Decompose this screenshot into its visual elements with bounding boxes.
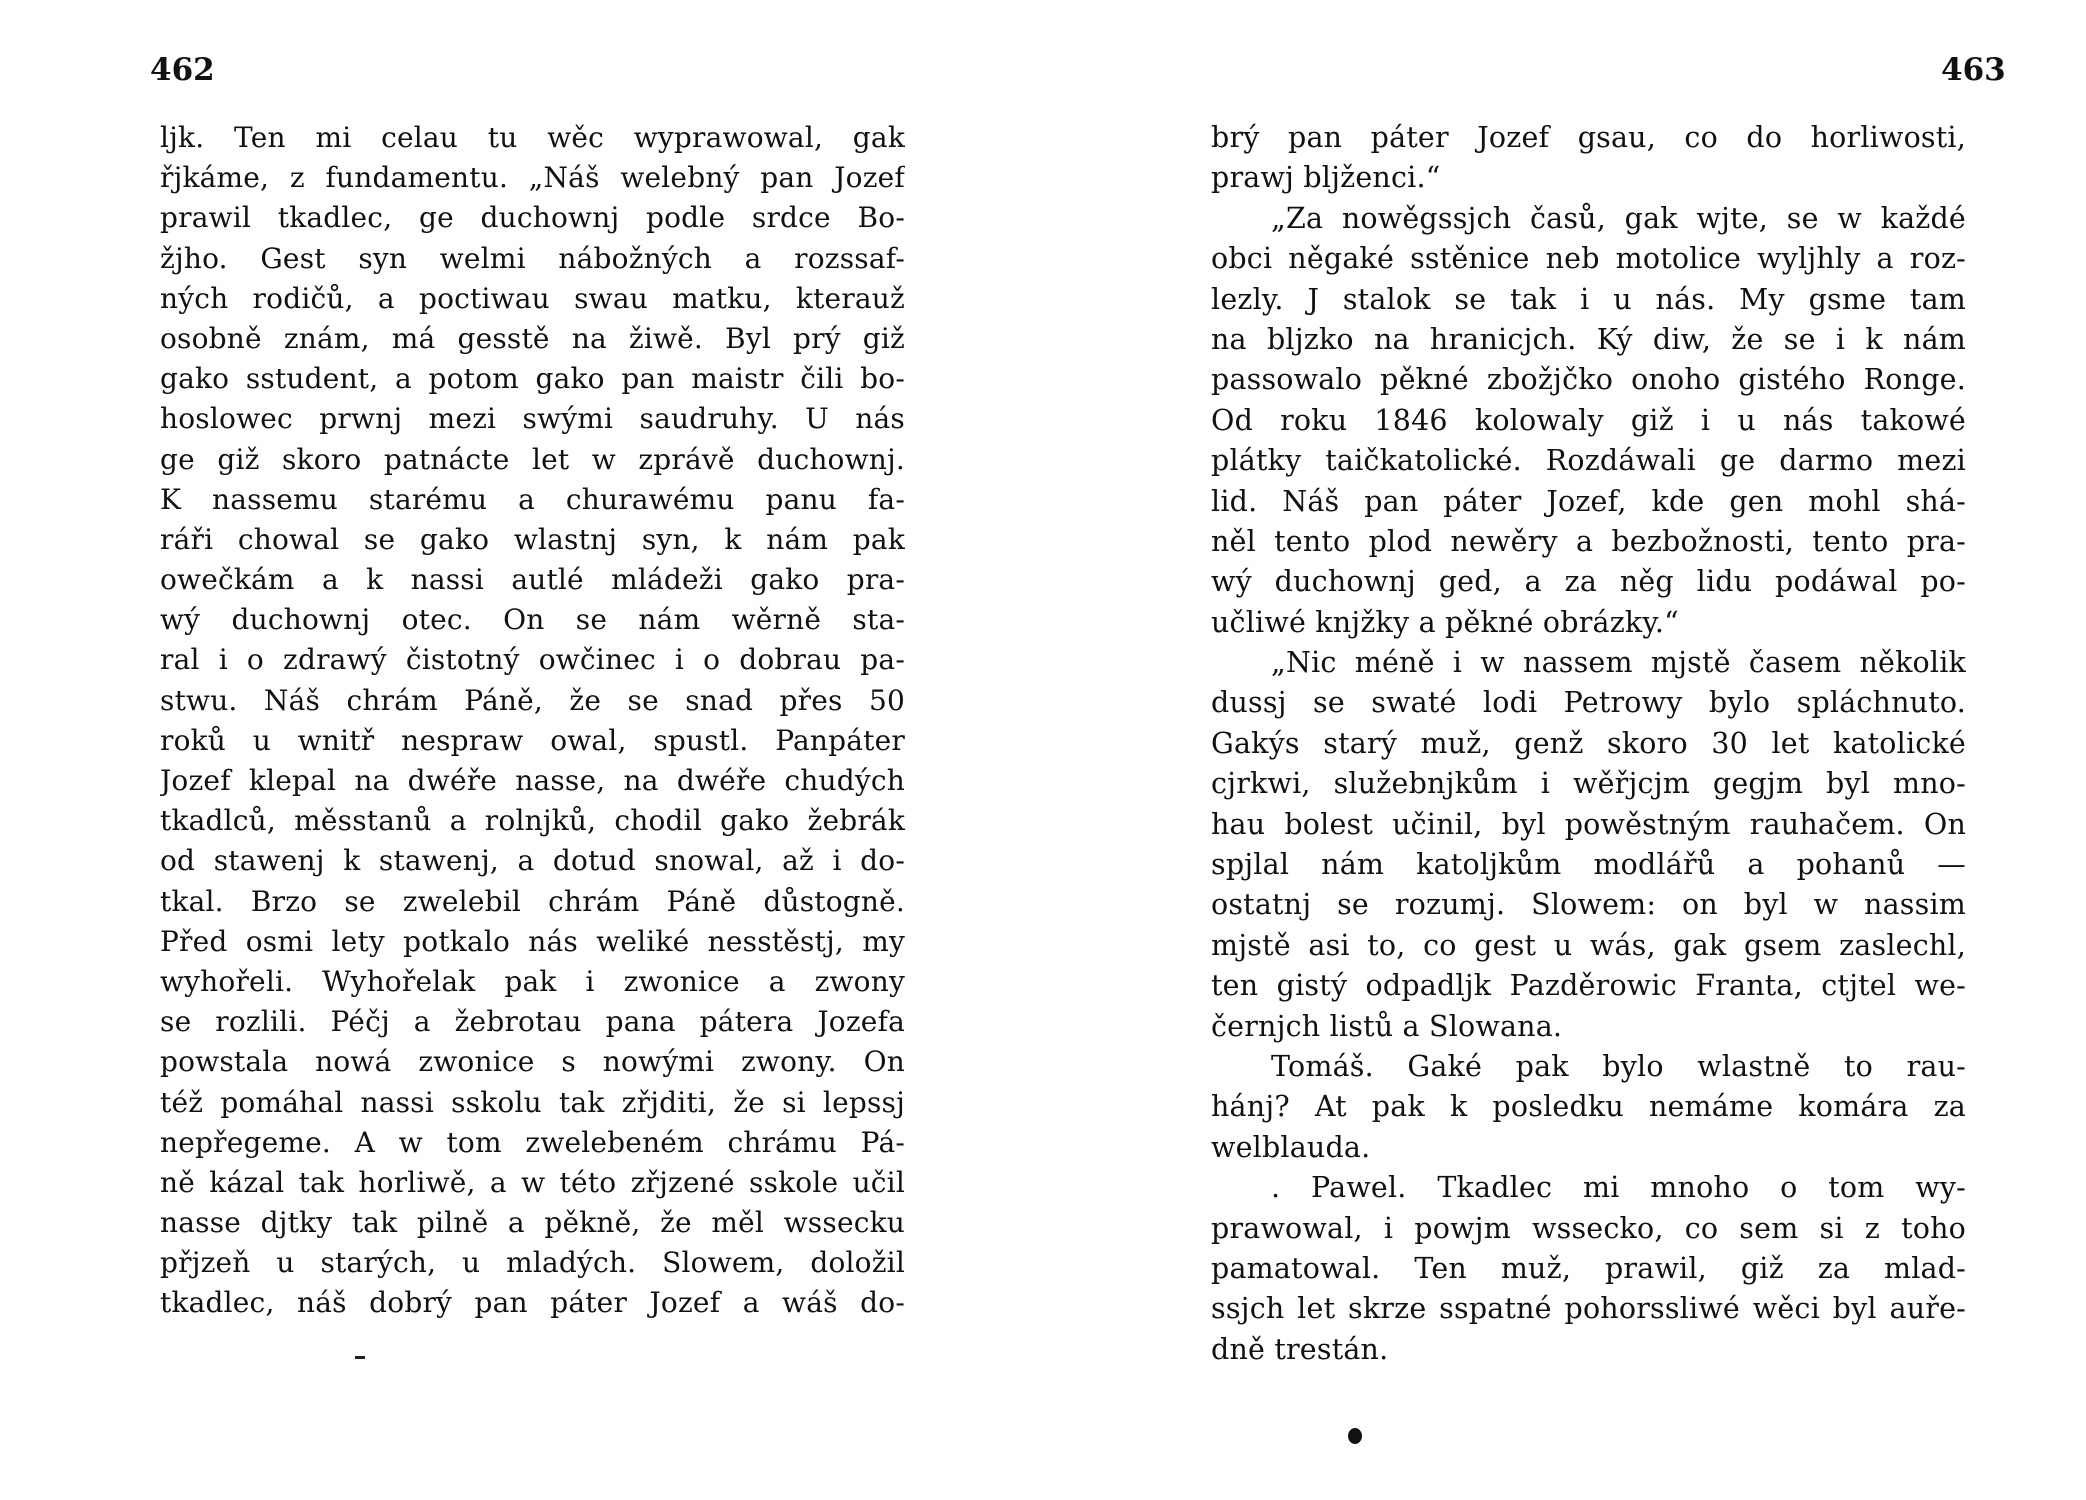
text-line: též pomáhal nassi sskolu tak zřjditi, že si lepssj bbox=[160, 1085, 905, 1119]
text-line: řjkáme, z fundamentu. „Náš welebný pan Jozef bbox=[160, 161, 905, 195]
text-line: žjho. Gest syn welmi nábožných a rozssaf- bbox=[160, 241, 905, 275]
text-line: wyhořeli. Wyhořelak pak i zwonice a zwony bbox=[160, 964, 905, 998]
text-line: učliwé knjžky a pěkné obrázky.“ bbox=[1211, 605, 1679, 639]
text-line: tkadlec, náš dobrý pan páter Jozef a wáš do- bbox=[160, 1286, 905, 1320]
text-line: Od roku 1846 kolowaly giž i u nás takowé bbox=[1211, 403, 1966, 437]
text-line: černjch listů a Slowana. bbox=[1211, 1009, 1563, 1043]
text-line: mjstě asi to, co gest u wás, gak gsem zaslechl, bbox=[1211, 928, 1966, 962]
text-line: prawowal, i powjm wssecko, co sem si z toho bbox=[1211, 1211, 1966, 1245]
text-line: Tomáš. Gaké pak bylo wlastně to rau- bbox=[1271, 1049, 1966, 1083]
text-line: obci něgaké sstěnice neb motolice wyljhly a roz- bbox=[1211, 242, 1966, 276]
text-line: ostatnj se rozumj. Slowem: on byl w nassim bbox=[1211, 888, 1966, 922]
text-line: prawj bljženci.“ bbox=[1211, 161, 1441, 195]
text-line: hoslowec prwnj mezi swými saudruhy. U nás bbox=[160, 402, 905, 436]
text-line: ge giž skoro patnácte let w zprávě duchownj. bbox=[160, 442, 905, 476]
left-page-text bbox=[160, 118, 905, 1324]
text-line: Před osmi lety potkalo nás weliké nesstěstj, my bbox=[160, 924, 905, 958]
text-line: welblauda. bbox=[1211, 1130, 1371, 1164]
text-line: wý duchownj ged, a za něg lidu podáwal po- bbox=[1211, 565, 1966, 599]
ink-mark bbox=[355, 1356, 365, 1359]
text-line: nepřegeme. A w tom zwelebeném chrámu Pá- bbox=[160, 1125, 905, 1159]
text-line: ráři chowal se gako wlastnj syn, k nám pak bbox=[160, 522, 905, 556]
text-line: brý pan páter Jozef gsau, co do horliwosti, bbox=[1211, 121, 1966, 154]
text-line: ně kázal tak horliwě, a w této zřjzené sskole učil bbox=[160, 1165, 905, 1199]
page-number-right: 463 bbox=[1941, 52, 2006, 88]
text-line: gako sstudent, a potom gako pan maistr čili bo- bbox=[160, 362, 905, 396]
text-line: lezly. J stalok se tak i u nás. My gsme tam bbox=[1211, 282, 1966, 316]
right-page-text bbox=[1211, 118, 1966, 1370]
text-line: lid. Náš pan páter Jozef, kde gen mohl shá- bbox=[1211, 484, 1966, 518]
text-line: powstala nowá zwonice s nowými zwony. On bbox=[160, 1045, 905, 1079]
text-line: přjzeň u starých, u mladých. Slowem, doložil bbox=[160, 1246, 905, 1280]
text-line: wý duchownj otec. On se nám wěrně sta- bbox=[160, 603, 905, 637]
text-line: ljk. Ten mi celau tu wěc wyprawowal, gak bbox=[160, 121, 905, 154]
text-line: dussj se swaté lodi Petrowy bylo spláchnuto. bbox=[1211, 686, 1966, 720]
page-number-left: 462 bbox=[150, 52, 215, 88]
text-line: se rozlili. Péčj a žebrotau pana pátera Jozefa bbox=[160, 1005, 905, 1039]
text-line: stwu. Náš chrám Páně, že se snad přes 50 bbox=[160, 683, 905, 717]
text-line: ných rodičů, a poctiwau swau matku, kterauž bbox=[160, 281, 905, 315]
text-line: pamatowal. Ten muž, prawil, giž za mlad- bbox=[1211, 1251, 1966, 1285]
text-line: „Za nowěgssjch časů, gak wjte, se w každé bbox=[1271, 201, 1966, 235]
text-line: ral i o zdrawý čistotný owčinec i o dobrau pa- bbox=[160, 643, 905, 677]
text-line: owečkám a k nassi autlé mládeži gako pra- bbox=[160, 563, 905, 597]
right-page bbox=[1043, 0, 2086, 1500]
text-line: spjlal nám katoljkům modlářů a pohanů — bbox=[1211, 848, 1966, 882]
text-line: . Pawel. Tkadlec mi mnoho o tom wy- bbox=[1271, 1171, 1966, 1205]
text-line: tkal. Brzo se zwelebil chrám Páně důstogně. bbox=[160, 884, 905, 918]
text-line: tkadlců, měsstanů a rolnjků, chodil gako žebrák bbox=[160, 804, 905, 838]
ink-dot bbox=[1348, 1428, 1362, 1444]
text-line: hau bolest učinil, byl powěstným rauhačem. On bbox=[1211, 807, 1966, 841]
text-line: ten gistý odpadljk Pazděrowic Franta, ctjtel we- bbox=[1211, 969, 1966, 1003]
text-line: dně trestán. bbox=[1211, 1332, 1389, 1366]
text-line: ssjch let skrze sspatné pohorssliwé wěci byl auře- bbox=[1211, 1292, 1966, 1326]
text-line: něl tento plod newěry a bezbožnosti, tento pra- bbox=[1211, 524, 1966, 558]
text-line: Gakýs starý muž, genž skoro 30 let katolické bbox=[1211, 726, 1966, 760]
text-line: hánj? At pak k posledku nemáme komára za bbox=[1211, 1090, 1966, 1124]
text-line: od stawenj k stawenj, a dotud snowal, až i do- bbox=[160, 844, 905, 878]
text-line: cjrkwi, služebnjkům i wěřjcjm gegjm byl mno- bbox=[1211, 767, 1966, 801]
text-line: prawil tkadlec, ge duchownj podle srdce Bo- bbox=[160, 201, 905, 235]
text-line: passowalo pěkné zbožjčko onoho gistého Ronge. bbox=[1211, 363, 1966, 397]
text-line: roků u wnitř nespraw owal, spustl. Panpáter bbox=[160, 723, 905, 757]
text-line: K nassemu starému a churawému panu fa- bbox=[160, 482, 905, 516]
text-line: plátky taičkatolické. Rozdáwali ge darmo mezi bbox=[1211, 444, 1966, 478]
text-line: „Nic méně i w nassem mjstě časem několik bbox=[1271, 646, 1966, 680]
text-line: osobně znám, má gesstě na žiwě. Byl prý giž bbox=[160, 321, 905, 355]
text-line: na bljzko na hranicjch. Ký diw, že se i k nám bbox=[1211, 322, 1966, 356]
text-line: nasse djtky tak pilně a pěkně, že měl wssecku bbox=[160, 1206, 905, 1240]
text-line: Jozef klepal na dwéře nasse, na dwéře chudých bbox=[160, 764, 905, 797]
